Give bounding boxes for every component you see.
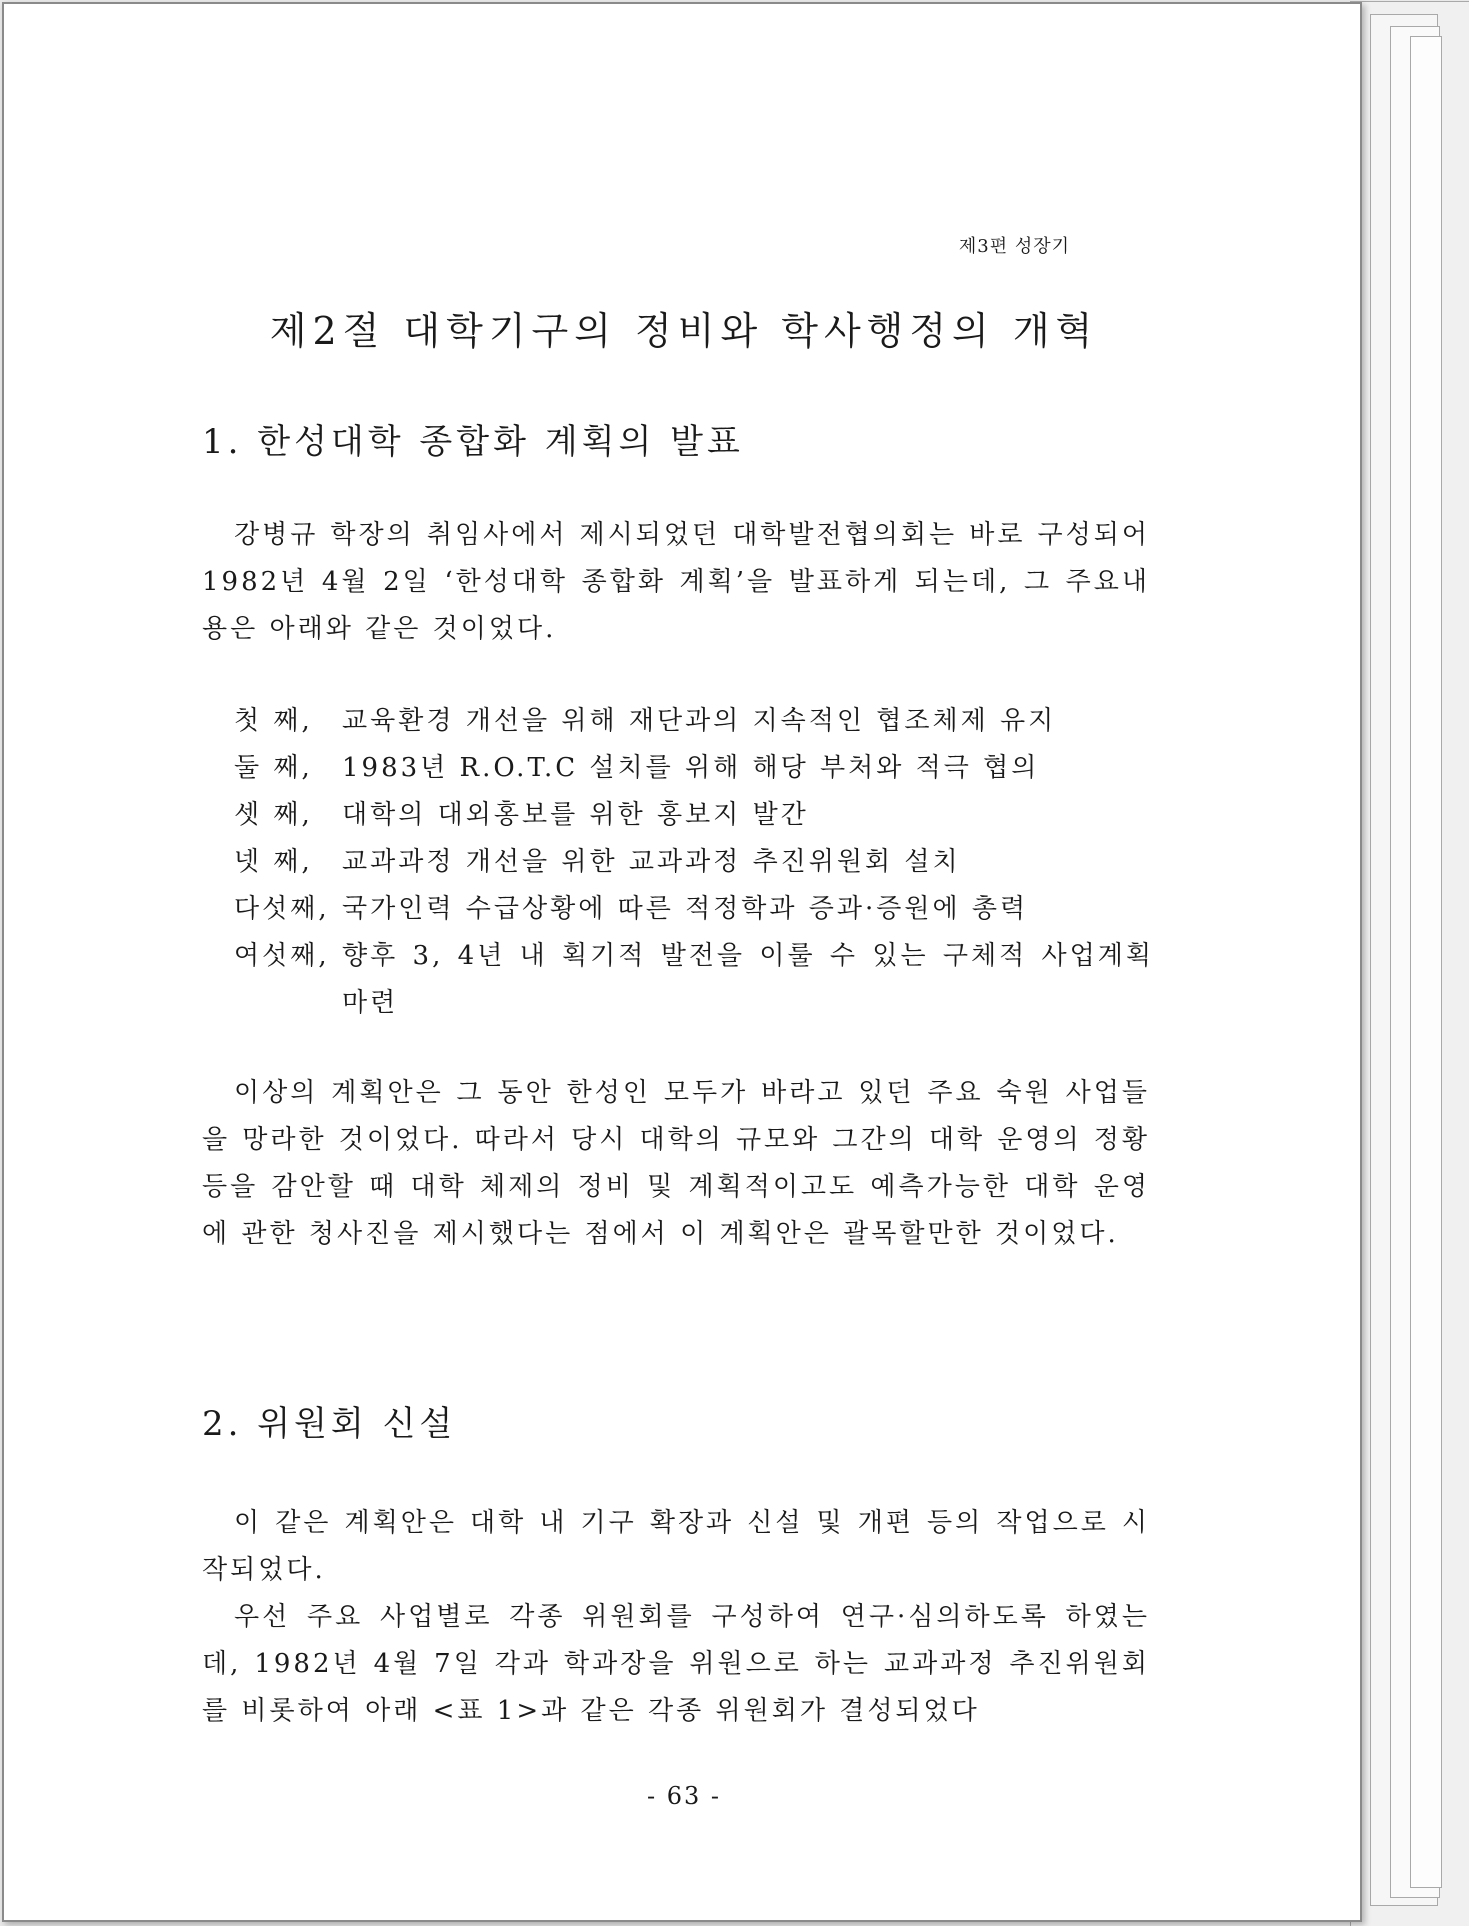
list-item-text: 향후 3, 4년 내 획기적 발전을 이룰 수 있는 구체적 사업계획 마련	[342, 941, 1154, 1018]
list-item-text: 국가인력 수급상황에 따른 적정학과 증과·증원에 총력	[342, 894, 1029, 924]
section-heading-2: 2. 위원회 신설	[202, 1404, 457, 1444]
list-item-ordinal: 셋 째,	[234, 800, 313, 830]
list-item	[234, 886, 1154, 933]
list-item-ordinal: 넷 째,	[234, 847, 313, 877]
list-item-ordinal: 둘 째,	[234, 753, 313, 783]
list-item	[234, 792, 1154, 839]
chapter-title: 제2절 대학기구의 정비와 학사행정의 개혁	[269, 309, 1099, 353]
list-item-ordinal: 다섯째,	[234, 894, 330, 924]
list-item-text: 1983년 R.O.T.C 설치를 위해 해당 부처와 적극 협의	[342, 753, 1040, 783]
section1-intro-paragraph: 강병규 학장의 취임사에서 제시되었던 대학발전협의회는 바로 구성되어 1982년 4월 2일 ‘한성대학 종합화 계획’을 발표하게 되는데, 그 주요내용은 아래와 같은 것이었다.	[202, 520, 1150, 644]
list-item-ordinal: 여섯째,	[234, 941, 330, 971]
page-stack-edge	[1410, 36, 1442, 1888]
section-heading-1: 1. 한성대학 종합화 계획의 발표	[202, 422, 744, 462]
list-item	[234, 933, 1154, 1027]
list-item-text: 교과과정 개선을 위한 교과과정 추진위원회 설치	[342, 847, 961, 877]
section1-conclusion-paragraph: 이상의 계획안은 그 동안 한성인 모두가 바라고 있던 주요 숙원 사업들을 망라한 것이었다. 따라서 당시 대학의 규모와 그간의 대학 운영의 정황 등을 감안할 때 대학 체제의 정비 및 계획적이고도 예측가능한 대학 운영에 관한 청사진을 제시했다는 점에서 이 계획안은 괄목할만한 것이었다.	[202, 1078, 1150, 1249]
list-item-text: 교육환경 개선을 위해 재단과의 지속적인 협조체제 유지	[342, 706, 1057, 736]
list-item-ordinal: 첫 째,	[234, 706, 313, 736]
list-item	[234, 745, 1154, 792]
section2-paragraph-1: 이 같은 계획안은 대학 내 기구 확장과 신설 및 개편 등의 작업으로 시작되었다.	[202, 1508, 1150, 1585]
list-item-text: 대학의 대외홍보를 위한 홍보지 발간	[342, 800, 809, 830]
book-page	[2, 2, 1362, 1922]
page-number: - 63 -	[646, 1782, 721, 1810]
running-header: 제3편 성장기	[958, 236, 1070, 257]
plan-list	[234, 698, 1154, 1027]
section2-paragraph-2: 우선 주요 사업별로 각종 위원회를 구성하여 연구·심의하도록 하였는데, 1982년 4월 7일 각과 학과장을 위원으로 하는 교과과정 추진위원회를 비롯하여 아래 <표 1>과 같은 각종 위원회가 결성되었다	[202, 1602, 1150, 1726]
list-item	[234, 698, 1154, 745]
list-item	[234, 839, 1154, 886]
